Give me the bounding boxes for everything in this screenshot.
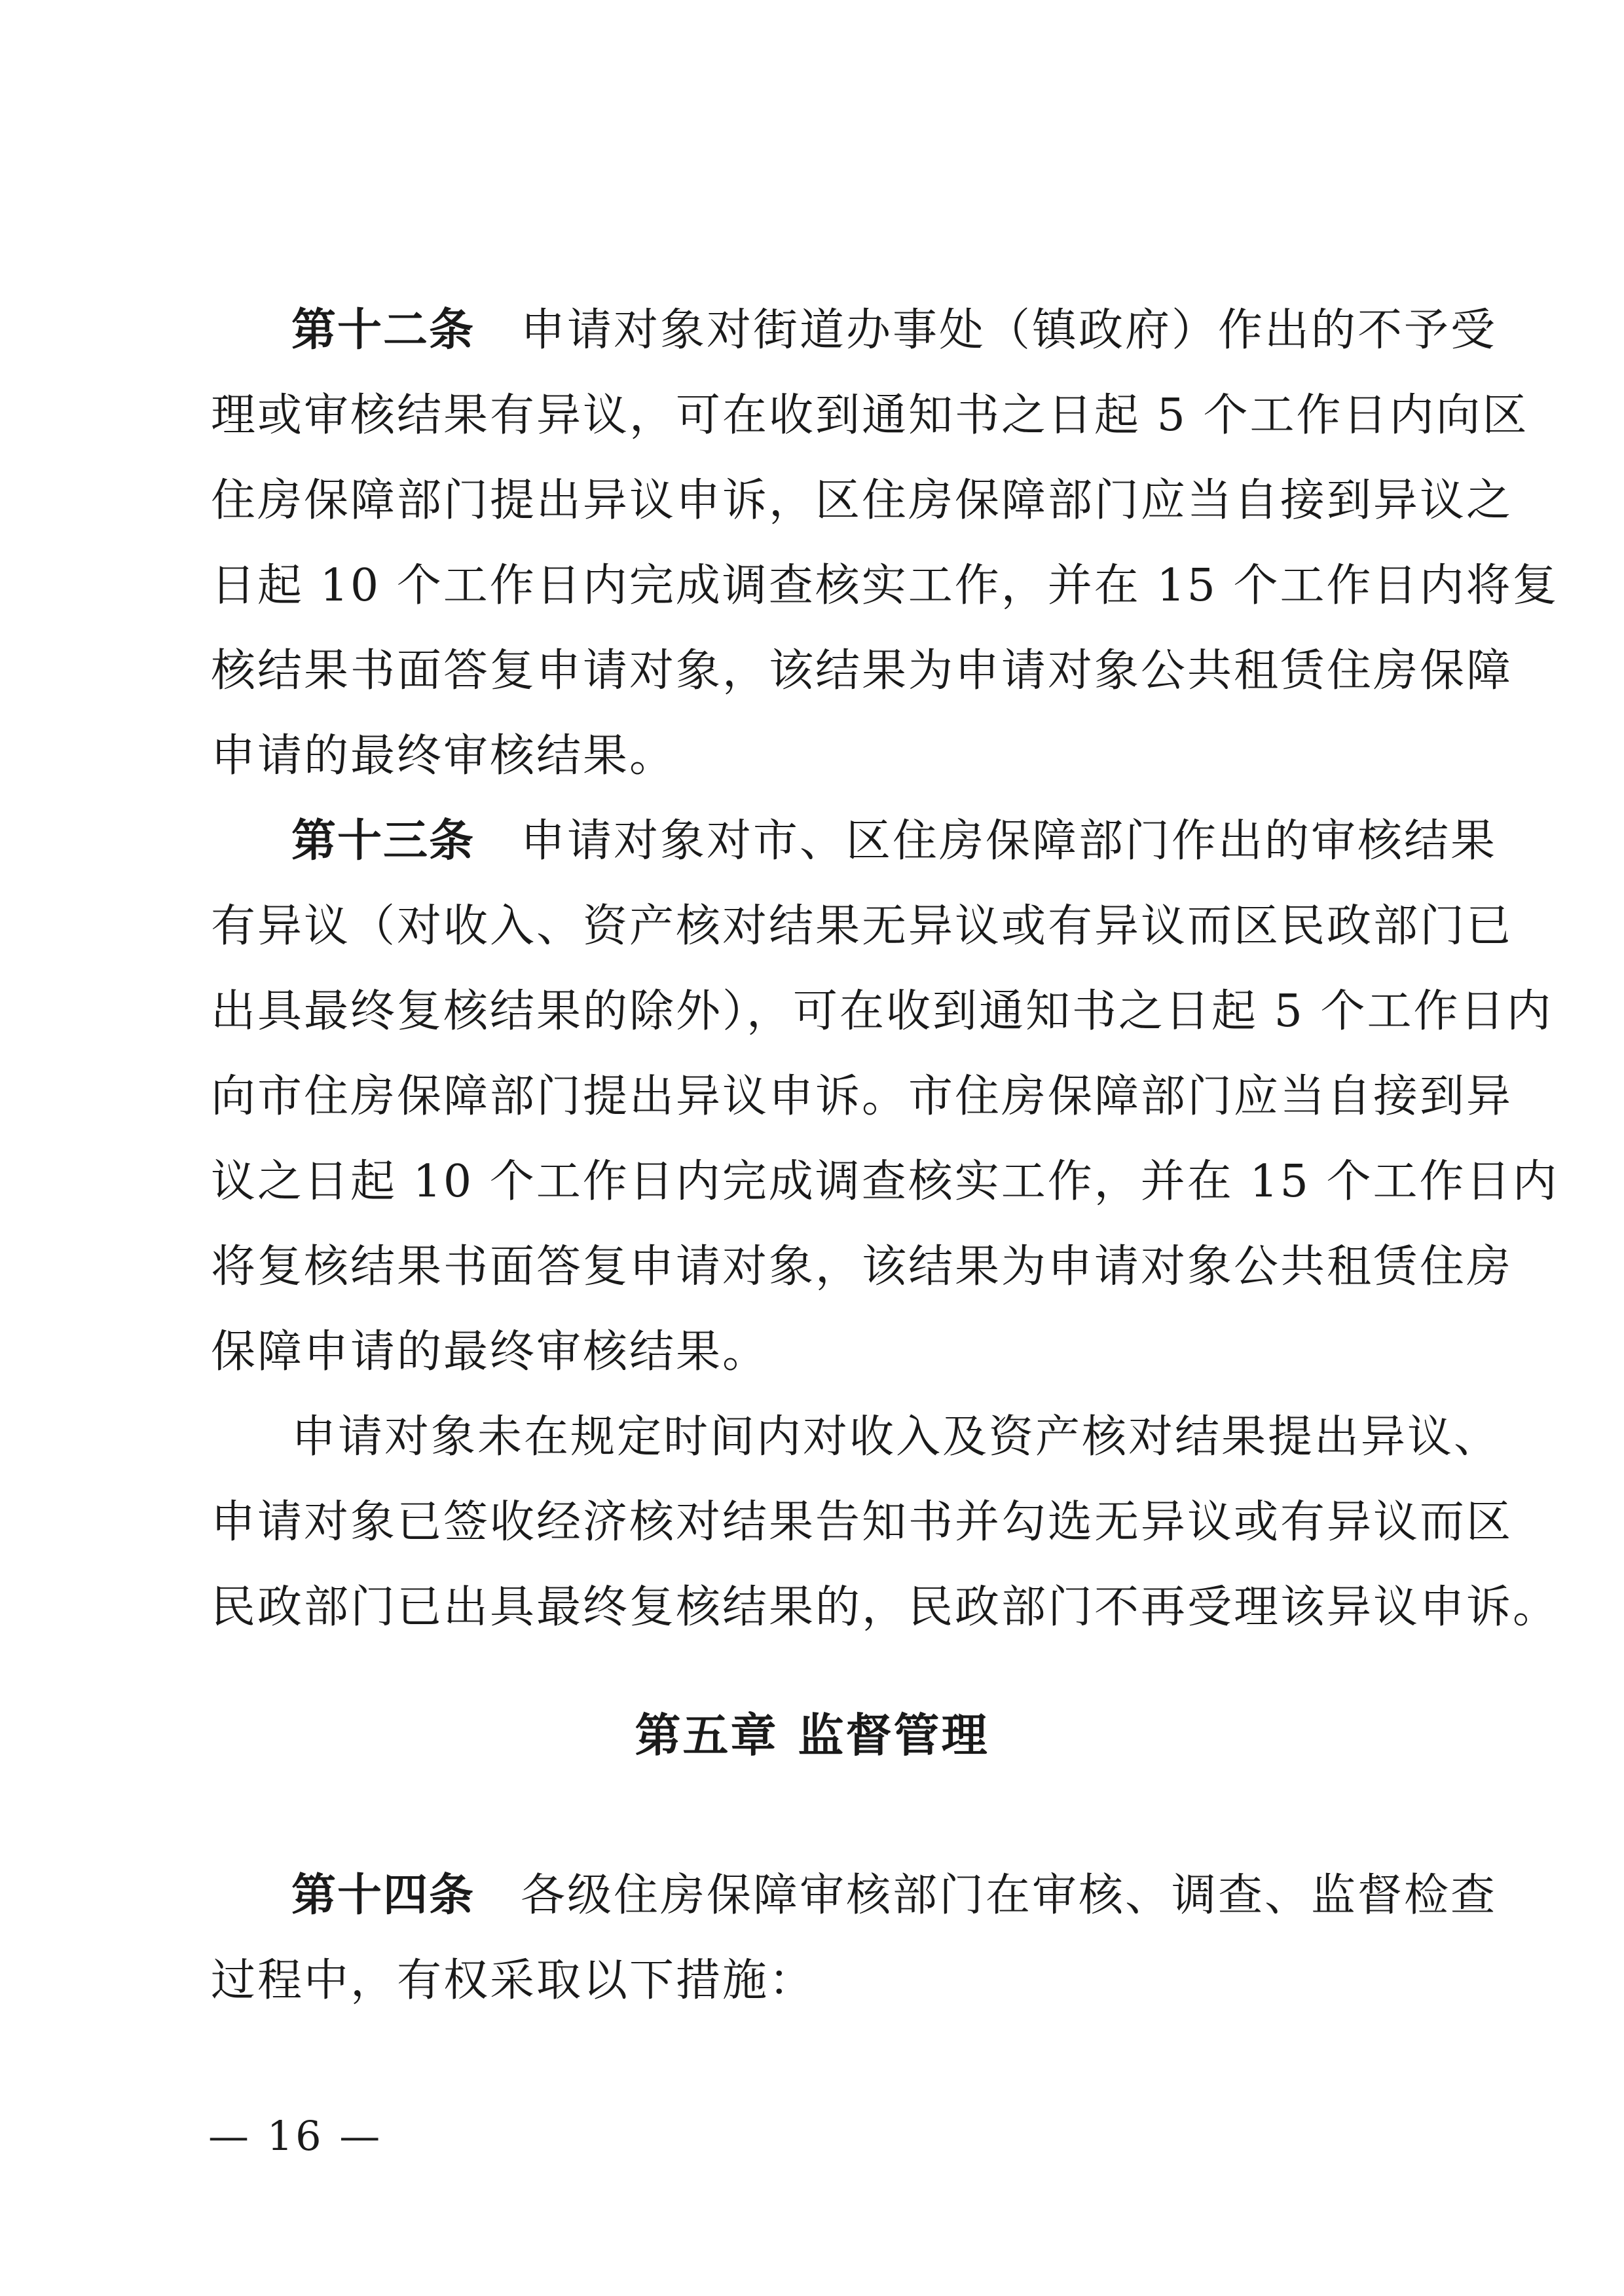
article-14-line-1: [291, 1870, 1497, 1922]
article-14-text: 各级住房保障审核部门在审核、调查、监督检查: [521, 1870, 1498, 1921]
article-13-line-1: [291, 815, 1497, 868]
chapter-number: 第五章: [635, 1709, 779, 1762]
article-12-text: 申请对象对街道办事处（镇政府）作出的不予受: [521, 305, 1498, 356]
article-13-line-4: 向市住房保障部门提出异议申诉。市住房保障部门应当自接到异: [211, 1071, 1513, 1122]
article-14-line-2: 过程中，有权采取以下措施：: [211, 1955, 816, 2007]
paragraph-line-2: 申请对象已签收经济核对结果告知书并勾选无异议或有异议而区: [211, 1496, 1513, 1548]
article-12-line-5: 核结果书面答复申请对象，该结果为申请对象公共租赁住房保障: [211, 645, 1513, 697]
article-12-line-3: 住房保障部门提出异议申诉，区住房保障部门应当自接到异议之: [211, 475, 1513, 527]
article-13-line-6: 将复核结果书面答复申请对象，该结果为申请对象公共租赁住房: [211, 1241, 1513, 1293]
chapter-title: 监督管理: [798, 1709, 989, 1762]
article-12-line-2: 理或审核结果有异议，可在收到通知书之日起 5 个工作日内向区: [211, 390, 1529, 441]
article-13-line-7: 保障申请的最终审核结果。: [211, 1326, 769, 1378]
paragraph-line-1: 申请对象未在规定时间内对收入及资产核对结果提出异议、: [291, 1411, 1501, 1463]
chapter-heading: [0, 1709, 1624, 1762]
article-12-line-4: 日起 10 个工作日内完成调查核实工作，并在 15 个工作日内将复: [211, 560, 1559, 612]
article-13-line-2: 有异议（对收入、资产核对结果无异议或有异议而区民政部门已: [211, 900, 1513, 952]
article-12-label: 第十二条: [291, 305, 475, 356]
page-number: — 16 —: [208, 2112, 383, 2160]
article-13-label: 第十三条: [291, 815, 475, 867]
article-13-line-3: 出具最终复核结果的除外），可在收到通知书之日起 5 个工作日内: [211, 986, 1553, 1037]
article-14-label: 第十四条: [291, 1870, 475, 1921]
paragraph-line-3: 民政部门已出具最终复核结果的，民政部门不再受理该异议申诉。: [211, 1582, 1560, 1633]
article-12-line-1: [291, 305, 1497, 357]
article-13-line-5: 议之日起 10 个工作日内完成调查核实工作，并在 15 个工作日内: [211, 1156, 1559, 1208]
article-13-text: 申请对象对市、区住房保障部门作出的审核结果: [521, 815, 1498, 867]
article-12-line-6: 申请的最终审核结果。: [211, 730, 676, 782]
